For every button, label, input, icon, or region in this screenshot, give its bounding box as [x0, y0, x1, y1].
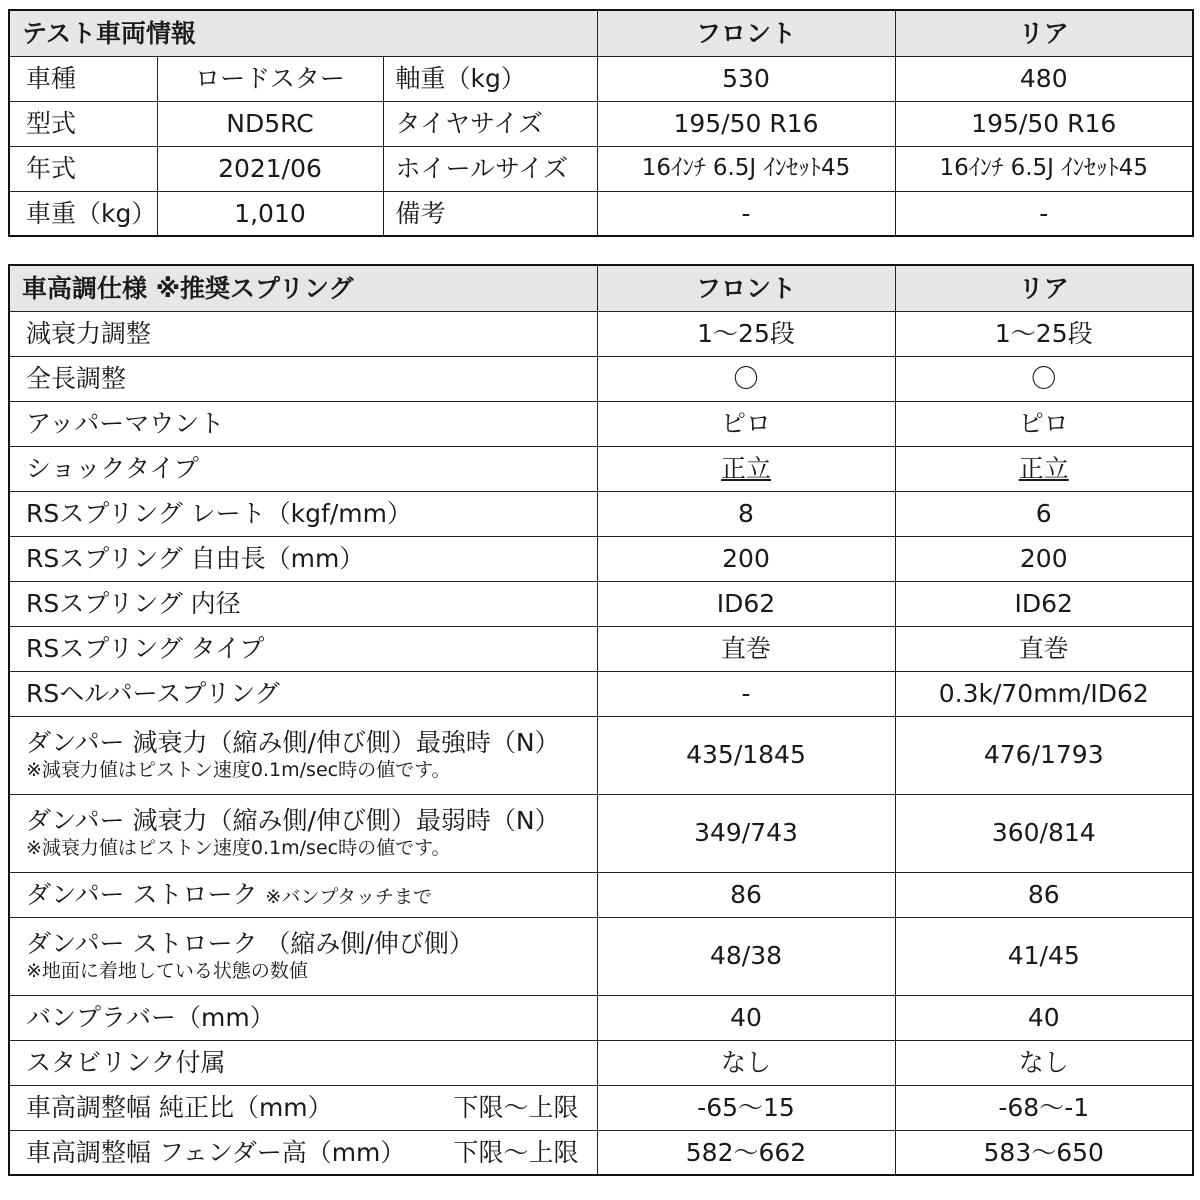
rear-value: -68～-1: [895, 1085, 1193, 1130]
table-row: [9, 872, 1193, 917]
rear-value-text: 正立: [1018, 453, 1069, 483]
table-row: [9, 311, 1193, 356]
row-label: ダンパー ストローク （縮み側/伸び側）: [26, 928, 474, 958]
row-label: 型式: [9, 101, 157, 146]
rear-value: 200: [895, 536, 1193, 581]
front-value: ID62: [597, 581, 895, 626]
front-value: 16ｲﾝﾁ 6.5J ｲﾝｾｯﾄ45: [597, 146, 895, 191]
rear-value: 0.3k/70mm/ID62: [895, 671, 1193, 716]
rear-value: 195/50 R16: [895, 101, 1193, 146]
table-row: [9, 1130, 1193, 1175]
table-row: [9, 491, 1193, 536]
table-row: [9, 1085, 1193, 1130]
table-row: [9, 794, 1193, 872]
row-label: RSヘルパースプリング: [9, 671, 597, 716]
front-value: -65～15: [597, 1085, 895, 1130]
rear-value: ID62: [895, 581, 1193, 626]
rear-value: -: [895, 191, 1193, 236]
front-value: 582～662: [597, 1130, 895, 1175]
table-row: [9, 101, 1193, 146]
front-value: 86: [597, 872, 895, 917]
row-label: スタビリンク付属: [9, 1040, 597, 1085]
front-value: 195/50 R16: [597, 101, 895, 146]
rear-value: 583～650: [895, 1130, 1193, 1175]
rear-value: 16ｲﾝﾁ 6.5J ｲﾝｾｯﾄ45: [895, 146, 1193, 191]
row-label: ショックタイプ: [9, 446, 597, 491]
spec-title: 車高調仕様 ※推奨スプリング: [9, 265, 597, 311]
row-label-cell: [9, 1130, 597, 1175]
row-label: RSスプリング レート（kgf/mm）: [9, 491, 597, 536]
rear-value: 6: [895, 491, 1193, 536]
front-value-text: 正立: [720, 453, 771, 483]
row-label: ダンパー 減衰力（縮み側/伸び側）最弱時（N）: [26, 805, 560, 835]
front-value: 435/1845: [597, 716, 895, 794]
rear-value: 360/814: [895, 794, 1193, 872]
table-row: [9, 626, 1193, 671]
front-value: 直巻: [597, 626, 895, 671]
table-row: [9, 917, 1193, 995]
row-label: RSスプリング 自由長（mm）: [9, 536, 597, 581]
row-value: 2021/06: [157, 146, 383, 191]
front-value: 48/38: [597, 917, 895, 995]
table-row: [9, 146, 1193, 191]
row-label-cell: [9, 794, 597, 872]
row-label-cell: [9, 872, 597, 917]
front-value: ピロ: [597, 401, 895, 446]
row-label: バンプラバー（mm）: [9, 995, 597, 1040]
front-header: フロント: [597, 10, 895, 56]
rear-value: 1～25段: [895, 311, 1193, 356]
row-label: 車重（kg）: [9, 191, 157, 236]
table-row: [9, 401, 1193, 446]
front-value: -: [597, 671, 895, 716]
table-row: [9, 581, 1193, 626]
row-label: 年式: [9, 146, 157, 191]
table-row: [9, 995, 1193, 1040]
front-value: [597, 446, 895, 491]
suspension-spec-table: [8, 264, 1194, 1176]
row-value: ロードスター: [157, 56, 383, 101]
rear-value: 40: [895, 995, 1193, 1040]
row-label: 備考: [383, 191, 597, 236]
row-note: ※減衰力値はピストン速度0.1m/sec時の値です。: [26, 759, 451, 782]
rear-header: リア: [895, 265, 1193, 311]
row-value: 1,010: [157, 191, 383, 236]
row-label: 減衰力調整: [9, 311, 597, 356]
row-label: タイヤサイズ: [383, 101, 597, 146]
row-label-cell: [9, 716, 597, 794]
front-value: なし: [597, 1040, 895, 1085]
row-inline-note: ※バンプタッチまで: [265, 885, 432, 908]
front-value: 349/743: [597, 794, 895, 872]
rear-value: 41/45: [895, 917, 1193, 995]
table-row: [9, 191, 1193, 236]
rear-value: 〇: [895, 356, 1193, 401]
front-header: フロント: [597, 265, 895, 311]
front-value: 8: [597, 491, 895, 536]
front-value: 〇: [597, 356, 895, 401]
row-label: ホイールサイズ: [383, 146, 597, 191]
vehicle-info-table: [8, 9, 1194, 237]
table-row: [9, 536, 1193, 581]
table-row: [9, 716, 1193, 794]
row-note: ※地面に着地している状態の数値: [26, 960, 308, 983]
row-note: ※減衰力値はピストン速度0.1m/sec時の値です。: [26, 837, 451, 860]
row-label: RSスプリング 内径: [9, 581, 597, 626]
rear-value: 480: [895, 56, 1193, 101]
vehicle-info-header-row: [9, 10, 1193, 56]
row-label: RSスプリング タイプ: [9, 626, 597, 671]
row-label: 車高調整幅 純正比（mm）: [26, 1092, 333, 1122]
table-row: [9, 671, 1193, 716]
row-label: ダンパー 減衰力（縮み側/伸び側）最強時（N）: [26, 727, 560, 757]
table-row: [9, 1040, 1193, 1085]
rear-value: 86: [895, 872, 1193, 917]
front-value: 40: [597, 995, 895, 1040]
table-row: [9, 356, 1193, 401]
row-label: 全長調整: [9, 356, 597, 401]
rear-value: 476/1793: [895, 716, 1193, 794]
row-label-cell: [9, 917, 597, 995]
front-value: 1～25段: [597, 311, 895, 356]
row-label: ダンパー ストローク: [26, 879, 258, 909]
front-value: 200: [597, 536, 895, 581]
front-value: -: [597, 191, 895, 236]
table-row: [9, 56, 1193, 101]
vehicle-info-title: テスト車両情報: [9, 10, 597, 56]
row-label-cell: [9, 1085, 597, 1130]
table-row: [9, 446, 1193, 491]
row-range-label: 下限～上限: [453, 1137, 579, 1167]
row-value: ND5RC: [157, 101, 383, 146]
rear-value: 直巻: [895, 626, 1193, 671]
rear-value: ピロ: [895, 401, 1193, 446]
row-range-label: 下限～上限: [453, 1092, 579, 1122]
rear-value: なし: [895, 1040, 1193, 1085]
spec-header-row: [9, 265, 1193, 311]
row-label: 車高調整幅 フェンダー高（mm）: [26, 1137, 406, 1167]
row-label: 軸重（kg）: [383, 56, 597, 101]
rear-value: [895, 446, 1193, 491]
row-label: アッパーマウント: [9, 401, 597, 446]
rear-header: リア: [895, 10, 1193, 56]
front-value: 530: [597, 56, 895, 101]
row-label: 車種: [9, 56, 157, 101]
